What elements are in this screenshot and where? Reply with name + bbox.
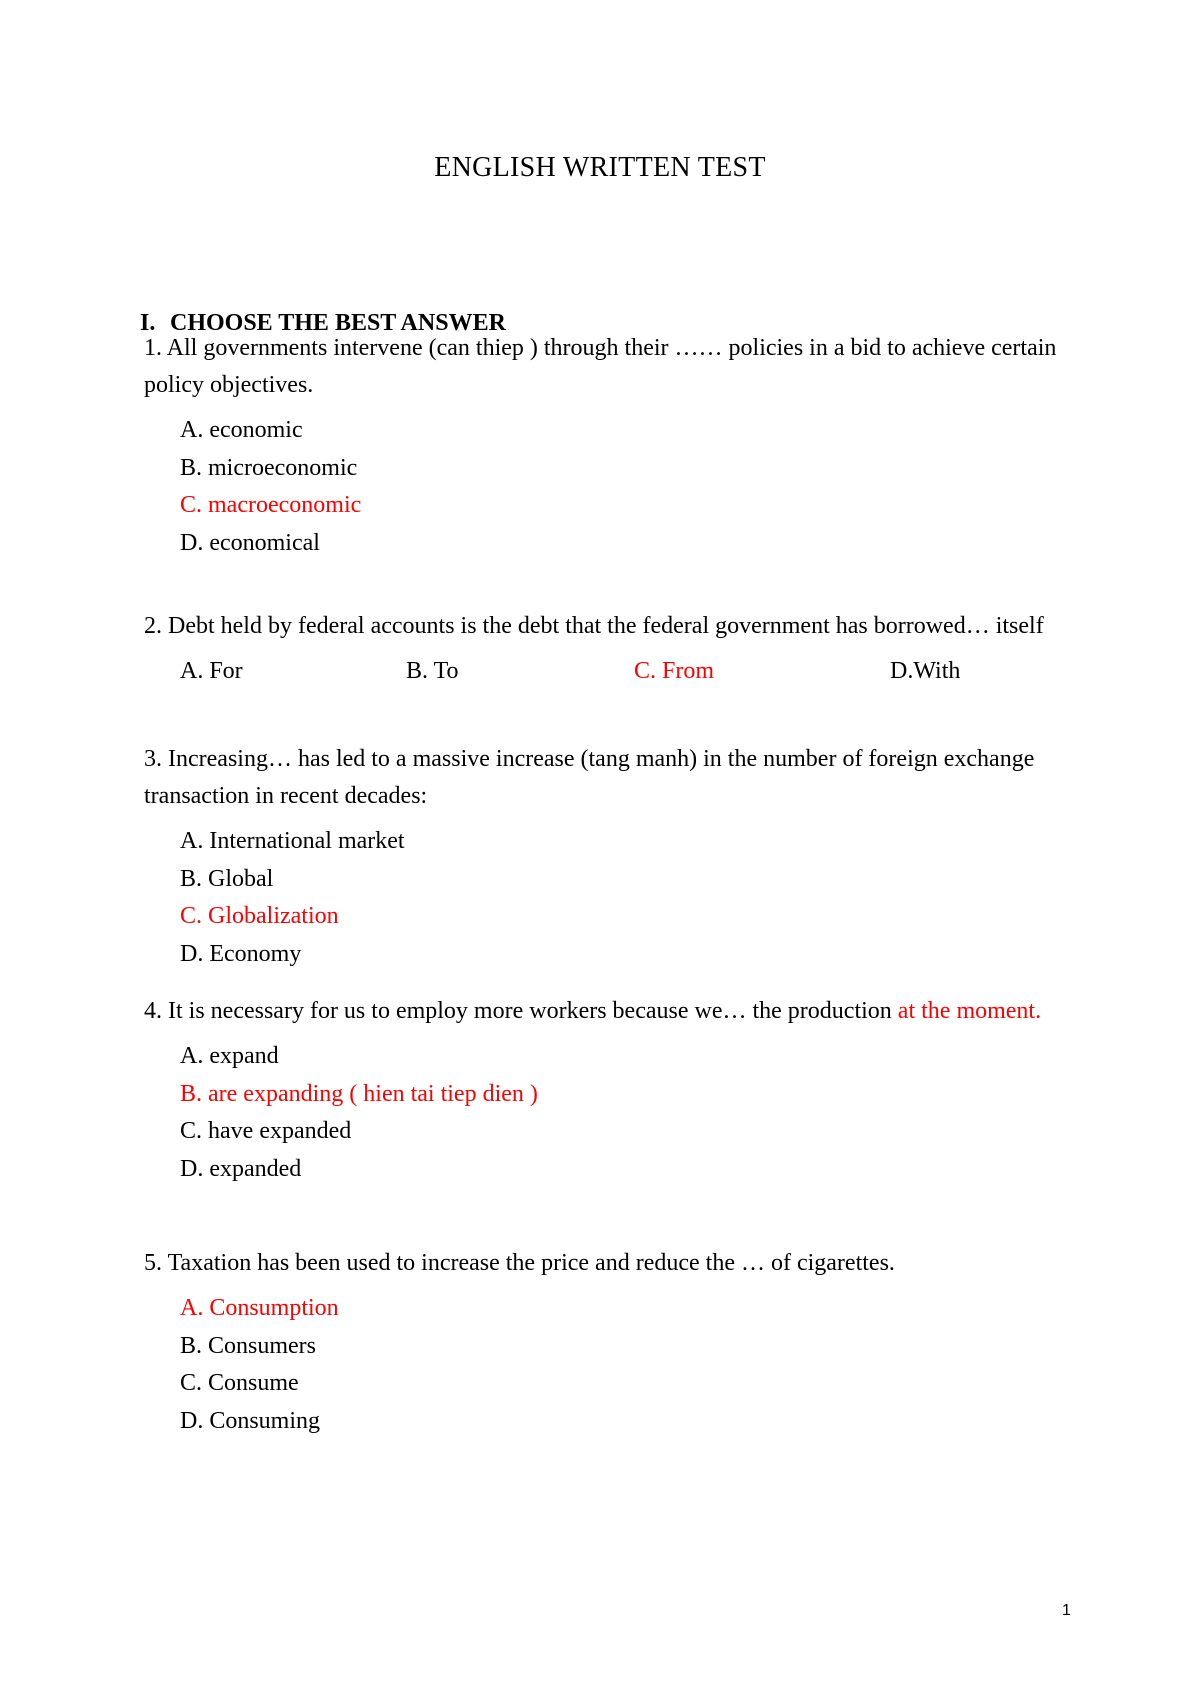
- option-list: [180, 823, 1074, 973]
- option-b: B. Consumers: [180, 1332, 317, 1359]
- question-text: [144, 993, 1074, 1030]
- option-b: B. Global: [180, 865, 274, 892]
- page-number: 1: [1062, 1602, 1071, 1619]
- question-5: [144, 1245, 1074, 1440]
- option-c-answer: C. macroeconomic: [180, 492, 362, 518]
- option-d: D.With: [890, 658, 961, 684]
- question-4: [144, 993, 1074, 1188]
- option-c-answer: C. From: [634, 658, 715, 684]
- option-a: A. International market: [180, 828, 405, 854]
- option-c-answer: C. Globalization: [180, 903, 339, 929]
- option-a: A. economic: [180, 417, 303, 443]
- section-number: I.: [140, 310, 156, 336]
- page-title: ENGLISH WRITTEN TEST: [434, 152, 766, 183]
- question-1: [144, 330, 1074, 562]
- question-text-main: 4. It is necessary for us to employ more workers because we… the production: [144, 998, 898, 1024]
- option-a: A. expand: [180, 1043, 279, 1069]
- option-b: B. microeconomic: [180, 454, 358, 481]
- question-text-highlight: at the moment.: [897, 998, 1042, 1024]
- question-text: 3. Increasing… has led to a massive increase (tang manh) in the number of foreign exchange transaction in recent decades:: [144, 746, 1035, 809]
- question-text: 2. Debt held by federal accounts is the debt that the federal government has borrowed… itself: [144, 613, 1044, 639]
- option-c: C. have expanded: [180, 1118, 352, 1144]
- question-text: 1. All governments intervene (can thiep ) through their …… policies in a bid to achieve certain policy objectives.: [144, 335, 1057, 398]
- option-list: [180, 412, 1074, 562]
- option-list: [180, 1038, 1074, 1188]
- option-b-answer: B. are expanding ( hien tai tiep dien ): [180, 1080, 538, 1107]
- option-c: C. Consume: [180, 1370, 299, 1396]
- option-d: D. Consuming: [180, 1407, 321, 1434]
- question-2: [144, 608, 1074, 690]
- option-d: D. expanded: [180, 1155, 302, 1182]
- option-row: [144, 653, 1074, 690]
- option-list: [180, 1290, 1074, 1440]
- option-a: A. For: [180, 658, 243, 684]
- option-d: D. Economy: [180, 940, 302, 967]
- question-3: [144, 741, 1074, 973]
- option-b: B. To: [406, 658, 459, 684]
- section-title: CHOOSE THE BEST ANSWER: [170, 310, 506, 336]
- option-d: D. economical: [180, 529, 320, 556]
- option-a-answer: A. Consumption: [180, 1295, 339, 1321]
- question-text: 5. Taxation has been used to increase the price and reduce the … of cigarettes.: [144, 1250, 895, 1276]
